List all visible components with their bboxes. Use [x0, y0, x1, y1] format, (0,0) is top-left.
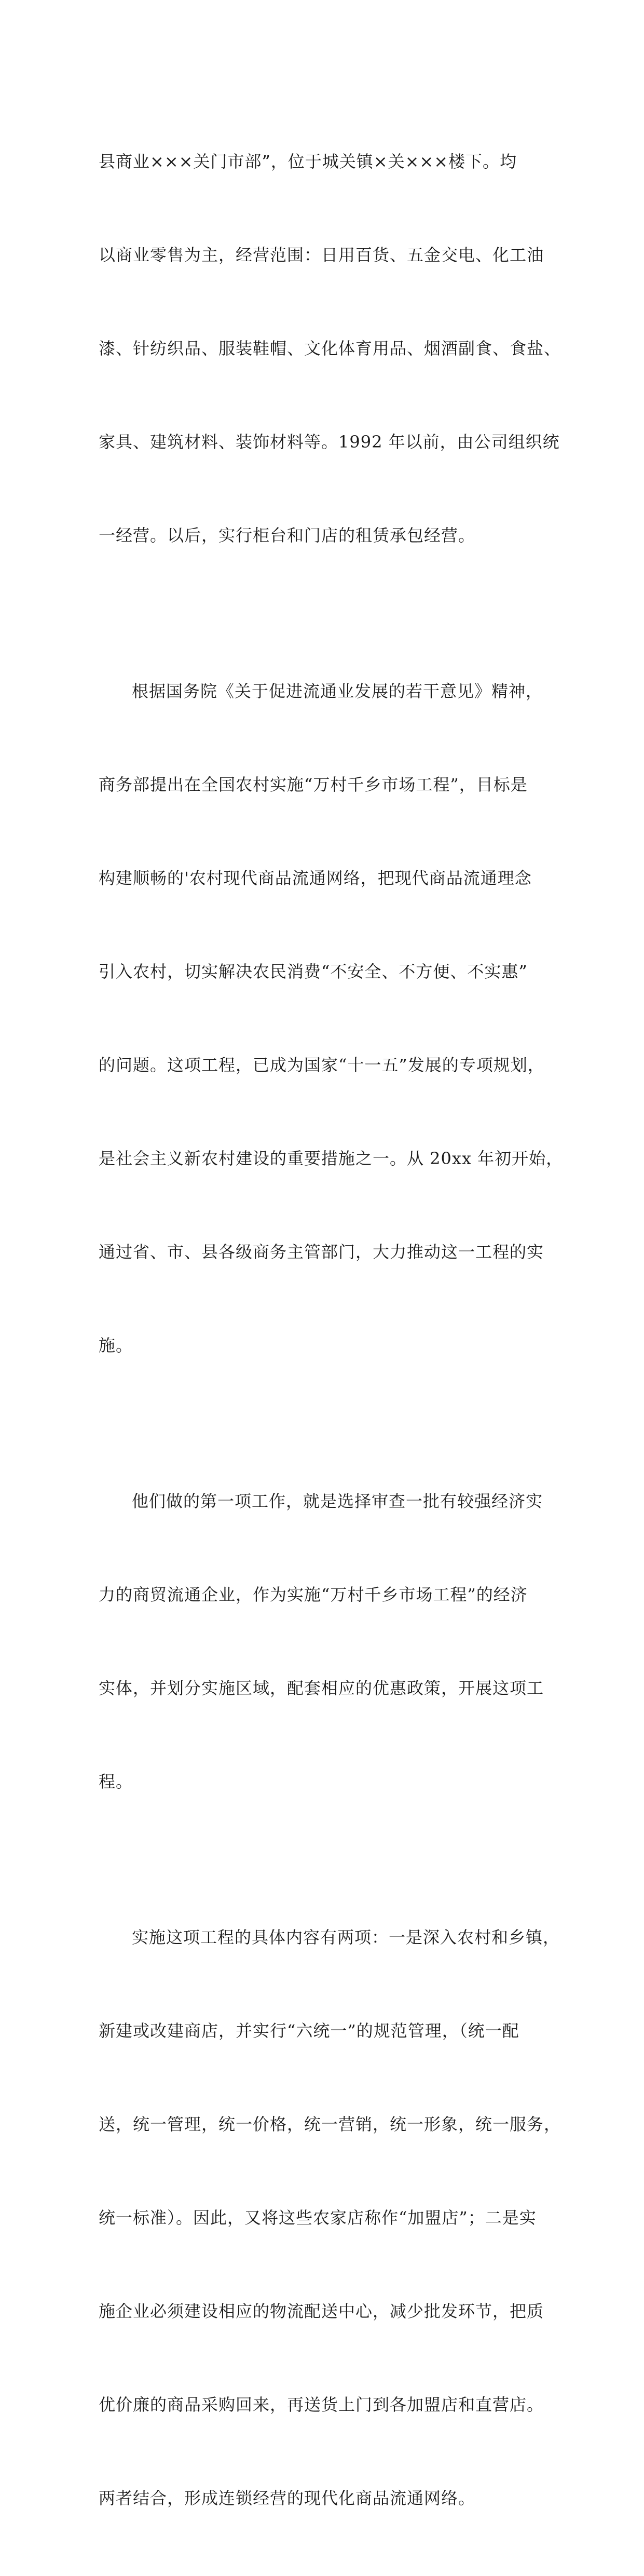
paragraph-1	[99, 84, 561, 613]
text-line: 程。	[99, 1772, 133, 1791]
text-line: 力的商贸流通企业，作为实施“万村千乡市场工程”的经济	[99, 1585, 528, 1604]
text-line: 构建顺畅的'农村现代商品流通网络，把现代商品流通理念	[99, 868, 532, 888]
text-line: 通过省、市、县各级商务主管部门，大力推动这一工程的实	[99, 1242, 544, 1262]
text-line: 以商业零售为主，经营范围：日用百货、五金交电、化工油	[99, 245, 544, 265]
text-line: 商务部提出在全国农村实施“万村千乡市场工程”，目标是	[99, 775, 528, 794]
text-line: 一经营。以后，实行柜台和门店的租赁承包经营。	[99, 525, 476, 545]
text-line: 施企业必须建设相应的物流配送中心，减少批发环节，把质	[99, 2301, 544, 2321]
paragraph-3	[99, 1423, 555, 1859]
text-line: 施。	[99, 1336, 133, 1355]
paragraph-4	[99, 1859, 561, 2576]
text-line: 家具、建筑材料、装饰材料等。1992 年以前，由公司组织统	[99, 432, 560, 452]
text-line: 两者结合，形成连锁经营的现代化商品流通网络。	[99, 2488, 476, 2508]
body-text	[99, 84, 564, 2576]
text-line: 送，统一管理，统一价格，统一营销，统一形象，统一服务，	[99, 2114, 561, 2134]
text-line: 根据国务院《关于促进流通业发展的若干意见》精神，	[132, 681, 543, 701]
paragraph-2	[99, 613, 564, 1423]
text-line: 的问题。这项工程，已成为国家“十一五”发展的专项规划，	[99, 1055, 545, 1075]
text-line: 新建或改建商店，并实行“六统一”的规范管理，（统一配	[99, 2021, 519, 2041]
text-line: 统一标准）。因此，又将这些农家店称作“加盟店”；二是实	[99, 2208, 537, 2228]
text-line: 实体，并划分实施区域，配套相应的优惠政策，开展这项工	[99, 1678, 544, 1698]
text-line: 优价廉的商品采购回来，再送货上门到各加盟店和直营店。	[99, 2395, 544, 2415]
text-line: 漆、针纺织品、服装鞋帽、文化体育用品、烟酒副食、食盐、	[99, 339, 561, 358]
text-line: 是社会主义新农村建设的重要措施之一。从 20xx 年初开始，	[99, 1149, 564, 1168]
text-line: 引入农村，切实解决农民消费“不安全、不方便、不实惠”	[99, 962, 528, 981]
text-line: 实施这项工程的具体内容有两项：一是深入农村和乡镇，	[132, 1927, 560, 1947]
text-line: 他们做的第一项工作，就是选择审查一批有较强经济实	[132, 1491, 543, 1511]
text-line: 县商业×××关门市部”，位于城关镇×关×××楼下。均	[99, 152, 517, 171]
